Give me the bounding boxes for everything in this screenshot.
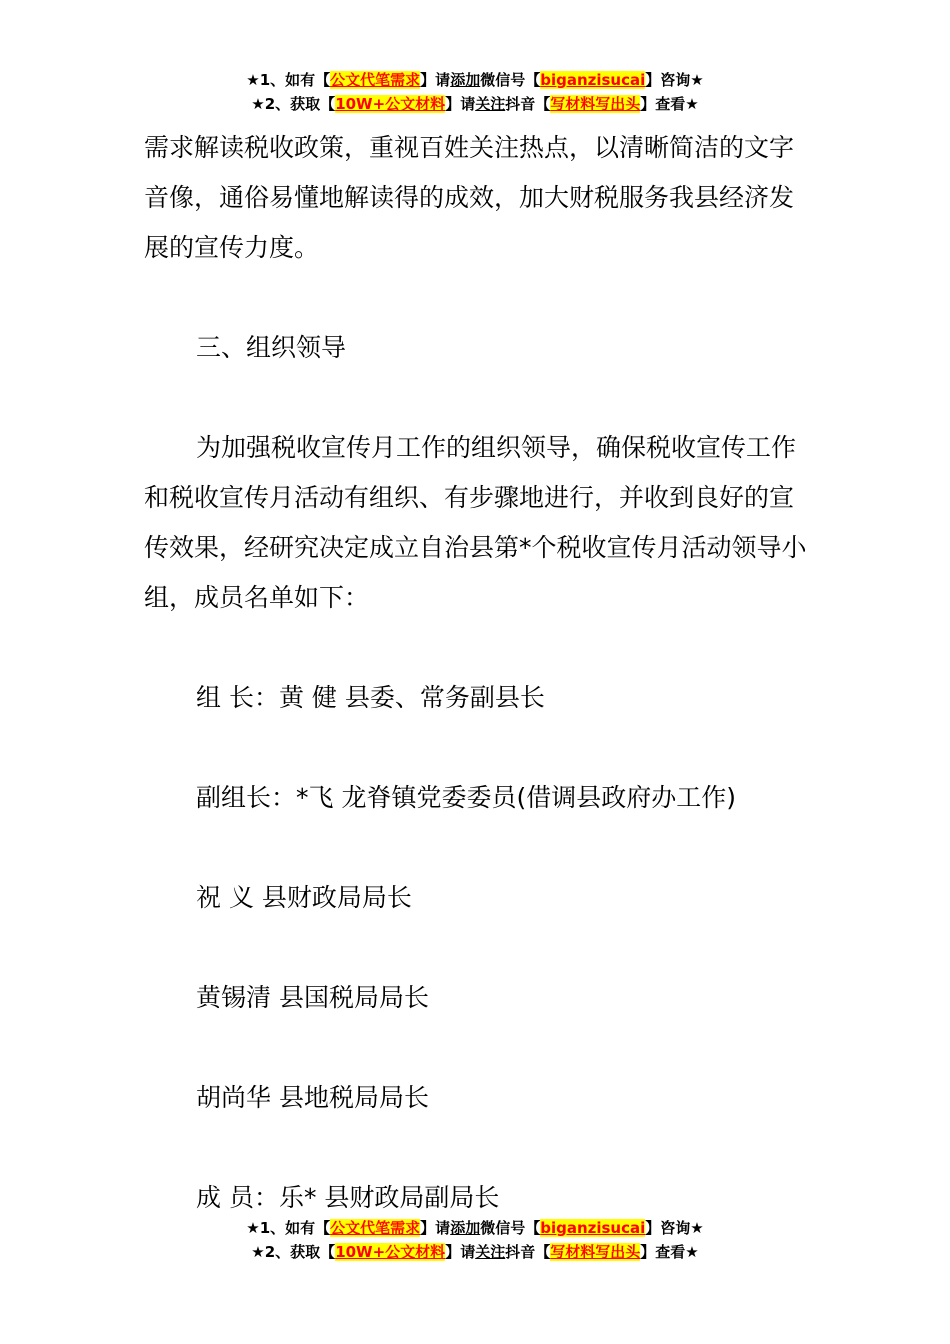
paragraph-intro: 需求解读税收政策，重视百姓关注热点，以清晰简洁的文字音像，通俗易懂地解读得的成效，加大财税服务我县经济发展的宣传力度。 <box>144 133 795 262</box>
banner-line-1 <box>0 1216 950 1240</box>
section-heading: 三、组织领导 <box>196 333 347 362</box>
banner-text: 】请 <box>420 1219 451 1237</box>
banner-text: 微信号【 <box>480 71 541 89</box>
banner-highlight: 写材料写出头 <box>550 1243 641 1261</box>
banner-line-2 <box>0 92 950 116</box>
banner-line-1 <box>0 68 950 92</box>
member-entry: 组 长：黄 健 县委、常务副县长 <box>196 683 545 712</box>
banner-text: 抖音【 <box>505 95 551 113</box>
banner-text: 】咨询★ <box>645 71 704 89</box>
member-entry: 成 员：乐* 县财政局副局长 <box>196 1183 500 1212</box>
paragraph-organization: 为加强税收宣传月工作的组织领导，确保税收宣传工作和税收宣传月活动有组织、有步骤地进行，并收到良好的宣传效果，经研究决定成立自治县第*个税收宣传月活动领导小组，成员名单如下： <box>144 433 807 612</box>
banner-text: 】查看★ <box>640 95 699 113</box>
banner-highlight: biganzisucai <box>540 1219 646 1237</box>
banner-text: 】请 <box>420 71 451 89</box>
document-body <box>144 123 814 1223</box>
banner-text: 抖音【 <box>505 1243 551 1261</box>
banner-text: ★2、获取【 <box>251 1243 336 1261</box>
banner-underline: 关注 <box>475 95 506 113</box>
banner-text: 】请 <box>445 95 476 113</box>
banner-highlight: 公文代笔需求 <box>330 71 421 89</box>
banner-highlight: 公文代笔需求 <box>330 1219 421 1237</box>
footer-banner <box>0 1216 950 1264</box>
banner-highlight: 写材料写出头 <box>550 95 641 113</box>
member-entry: 胡尚华 县地税局局长 <box>196 1083 429 1112</box>
banner-highlight: 10W+公文材料 <box>335 95 446 113</box>
header-banner <box>0 68 950 116</box>
banner-text: 】查看★ <box>640 1243 699 1261</box>
banner-text: ★1、如有【 <box>246 1219 331 1237</box>
banner-highlight: 10W+公文材料 <box>335 1243 446 1261</box>
banner-text: 】咨询★ <box>645 1219 704 1237</box>
member-entry: 祝 义 县财政局局长 <box>196 883 412 912</box>
banner-text: ★1、如有【 <box>246 71 331 89</box>
banner-text: 微信号【 <box>480 1219 541 1237</box>
banner-underline: 添加 <box>450 71 481 89</box>
banner-text: ★2、获取【 <box>251 95 336 113</box>
banner-highlight: biganzisucai <box>540 71 646 89</box>
banner-text: 】请 <box>445 1243 476 1261</box>
member-entry: 黄锡清 县国税局局长 <box>196 983 429 1012</box>
banner-underline: 关注 <box>475 1243 506 1261</box>
banner-line-2 <box>0 1240 950 1264</box>
member-entry: 副组长：*飞 龙脊镇党委委员(借调县政府办工作) <box>196 783 736 812</box>
banner-underline: 添加 <box>450 1219 481 1237</box>
